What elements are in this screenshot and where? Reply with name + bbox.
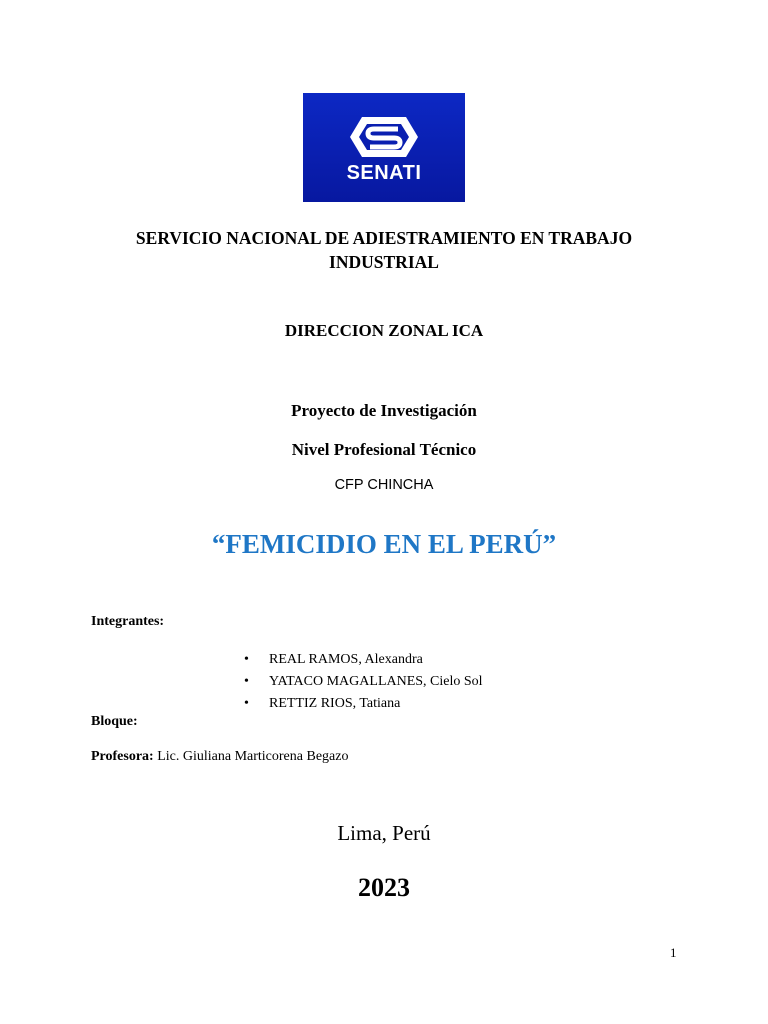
senati-emblem-icon [348,115,420,159]
place: Lima, Perú [337,821,431,845]
teacher-line [91,749,348,765]
page-number: 1 [670,945,677,960]
list-item: • RETTIZ RIOS, Tatiana [244,693,483,715]
logo-text: SENATI [346,162,422,184]
document-title: “FEMICIDIO EN EL PERÚ” [211,529,557,559]
zonal-direction: DIRECCION ZONAL ICA [284,321,484,340]
year: 2023 [358,873,410,902]
block-label: Bloque: [91,714,138,729]
members-list [244,649,483,715]
list-item: • YATACO MAGALLANES, Cielo Sol [244,671,483,693]
members-label: Integrantes: [91,614,165,629]
institution-name [0,226,768,274]
institution-line-2: INDUSTRIAL [329,252,439,272]
project-type: Proyecto de Investigación [291,401,477,420]
teacher-label: Profesora: [91,749,154,764]
teacher-name: Lic. Giuliana Marticorena Begazo [157,749,349,764]
training-center: CFP CHINCHA [334,477,434,493]
institution-line-1: SERVICIO NACIONAL DE ADIESTRAMIENTO EN TRABAJO [135,228,633,248]
list-item: • REAL RAMOS, Alexandra [244,649,483,671]
senati-logo [303,93,465,202]
education-level: Nivel Profesional Técnico [291,440,477,459]
